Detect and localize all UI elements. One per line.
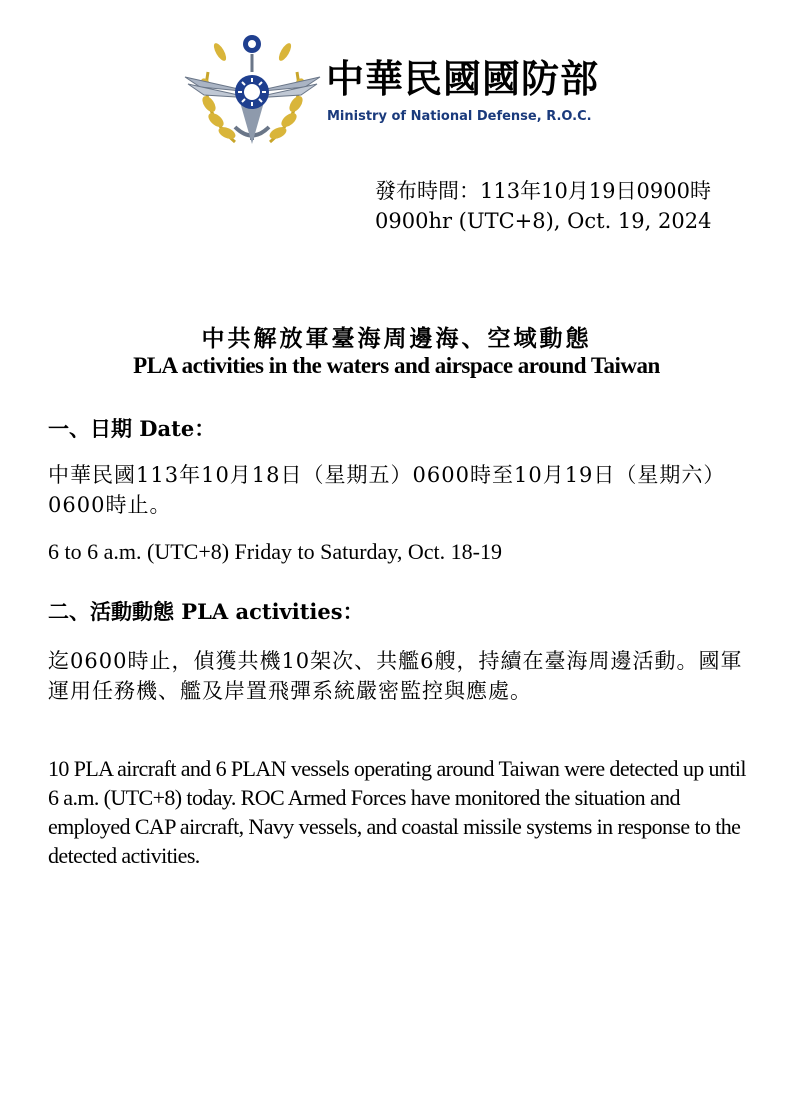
org-name-zh: 中華民國國防部 (326, 57, 600, 101)
document-title-zh: 中共解放軍臺海周邊海、空域動態 (201, 325, 592, 352)
release-time (375, 176, 711, 236)
activities-body-en: 10 PLA aircraft and 6 PLAN vessels operating around Taiwan were detected up until 6 a.m. (UTC+8) today. ROC Armed Forces have monitored the situation and employed CAP aircraft, Navy vessels, and coastal missile systems in response to the detected activities. (48, 756, 746, 868)
document-title-en: PLA activities in the waters and airspace around Taiwan (133, 353, 660, 378)
letterhead (180, 32, 640, 152)
release-time-en: 0900hr (UTC+8), Oct. 19, 2024 (375, 209, 712, 233)
date-body-en: 6 to 6 a.m. (UTC+8) Friday to Saturday, Oct. 18-19 (48, 539, 502, 564)
release-time-zh: 發布時間：113年10月19日0900時 (375, 179, 711, 203)
date-body-zh: 中華民國113年10月18日（星期五）0600時至10月19日（星期六）0600時止。 (48, 463, 726, 517)
section-heading-date: 一、日期 Date： (48, 416, 216, 441)
section-heading-activities: 二、活動動態 PLA activities： (48, 599, 364, 624)
org-name-en: Ministry of National Defense, R.O.C. (327, 109, 592, 124)
activities-body-zh: 迄0600時止，偵獲共機10架次、共艦6艘，持續在臺海周邊活動。國軍運用任務機、艦及岸置飛彈系統嚴密監控與應處。 (48, 649, 743, 703)
mnd-emblem-icon (180, 32, 325, 150)
